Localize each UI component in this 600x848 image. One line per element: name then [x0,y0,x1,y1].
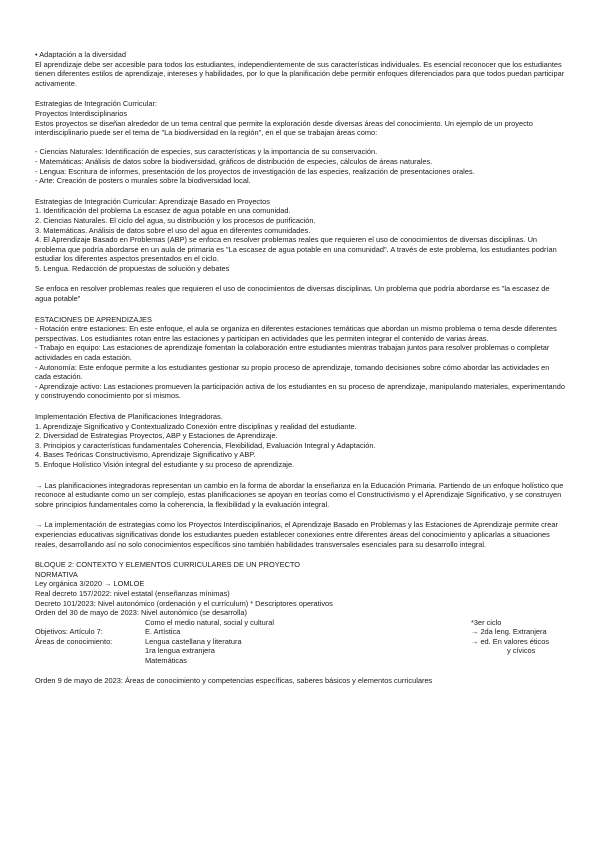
normativa-line: Decreto 101/2023: Nivel autonómico (ordenación y el currículum) * Descriptores operativos [35,598,333,608]
list-item: 3. Principios y características fundamentales Coherencia, Flexibilidad, Evaluación Integral y Adaptación. [35,440,376,450]
stations-heading: ESTACIONES DE APRENDIZAJES [35,314,152,324]
final-line: Orden 9 de mayo de 2023: Áreas de conocimiento y competencias específicas, saberes básicos y elementos curriculares [35,675,433,685]
subject-item: Matemáticas [145,656,187,666]
subject-item: E. Artística [145,627,181,637]
interdisciplinary-heading: Estrategias de Integración Curricular: [35,99,158,109]
abp-section [35,197,565,274]
list-item: - Arte: Creación de posters o murales sobre la biodiversidad local. [35,176,251,186]
list-item: - Trabajo en equipo: Las estaciones de aprendizaje fomentan la colaboración entre estudiantes mientras trabajan juntos para resolver problemas o completar actividades en cada estación. [35,343,550,363]
list-item: 5. Enfoque Holístico Visión integral del estudiante y su proceso de aprendizaje. [35,459,295,469]
list-item: 2. Ciencias Naturales. El ciclo del agua, su distribución y los procesos de purificación. [35,215,316,225]
abp-note-section [35,284,565,303]
list-item: 1. Aprendizaje Significativo y Contextualizado Conexión entre disciplinas y realidad del estudiante. [35,421,357,431]
diversity-text: El aprendizaje debe ser accesible para todos los estudiantes, independientemente de sus características individuales. Es esencial reconocer que los estudiantes tienen diferentes estilos de aprendizaje, intereses y habilidades, por lo que la planificación debe permitir enfoques diferenciados para que todos puedan participar activamente. [35,59,565,88]
diversity-section [35,50,565,88]
abp-heading: Estrategias de Integración Curricular: Aprendizaje Basado en Proyectos [35,196,270,206]
implementation-heading: Implementación Efectiva de Planificaciones Integradoras. [35,412,223,421]
normativa-line: Ley orgánica 3/2020 → LOMLOE [35,579,145,589]
diversity-title: • Adaptación a la diversidad [35,50,126,59]
conclusion-text: → Las planificaciones integradoras representan un cambio en la forma de abordar la enseñanza en la Educación Primaria. Partiendo de un enfoque holístico que reconoce al estudiante como un ser complejo, estas planificaciones se apoyan en teorías como el Constructivismo y el Aprendizaje Significativo, y se construyen sobre principios fundamentales como la coherencia, la flexibilidad y la evaluación integral. [35,480,564,509]
abp-note: Se enfoca en resolver problemas reales que requieren el uso de conocimientos de diversas disciplinas. Un problema que podría abordarse es "la escasez de agua potable" [35,284,550,304]
areas-label: Áreas de conocimiento: [35,636,113,646]
objectives-label: Objetivos: Artículo 7: [35,627,103,637]
stations-section [35,315,565,401]
interdisciplinary-subheading: Proyectos Interdisciplinarios [35,108,128,118]
conclusion-text: → La implementación de estrategias como los Proyectos Interdisciplinarios, el Aprendizaje Basado en Problemas y las Estaciones de Aprendizaje permite crear experiencias educativas significativas donde los estudiantes pueden establecer conexiones entre diferentes áreas del conocimiento y aplicarlas a situaciones reales, desarrollando así no solo conocimientos específicos sino también habilidades transversales esenciales para su desarrollo integral. [35,520,558,549]
normativa-heading: NORMATIVA [35,569,78,579]
list-item: - Autonomía: Este enfoque permite a los estudiantes gestionar su propio proceso de aprendizaje, tomando decisiones sobre cómo abordar las actividades en cada estación. [35,362,550,382]
list-item: - Aprendizaje activo: Las estaciones promueven la participación activa de los estudiantes en su proceso de aprendizaje, manipulando materiales, experimentando y construyendo conocimiento por sí mismos. [35,381,565,401]
bloque2-section [35,560,565,685]
subject-item: Como el medio natural, social y cultural [145,617,274,627]
subject-item: Lengua castellana y literatura [145,636,242,646]
list-item: - Ciencias Naturales: Identificación de especies, sus características y la importancia de su conservación. [35,147,378,157]
list-item: 2. Diversidad de Estrategias Proyectos, ABP y Estaciones de Aprendizaje. [35,431,278,441]
bloque2-heading: BLOQUE 2: CONTEXTO Y ELEMENTOS CURRICULARES DE UN PROYECTO [35,560,301,570]
list-item: - Lengua: Escritura de informes, presentación de los proyectos de investigación de las especies, realización de presentaciones orales. [35,166,475,176]
conclusion-2 [35,520,565,549]
normativa-line: Orden del 30 de mayo de 2023: Nivel autonómico (se desarrolla) [35,608,247,618]
right-note: → ed. En valores éticos [471,636,550,646]
objectives-table [35,618,565,666]
list-item: 4. Bases Teóricas Constructivismo, Aprendizaje Significativo y ABP. [35,450,256,460]
list-item: 1. Identificación del problema La escasez de agua potable en una comunidad. [35,206,291,216]
list-item: - Rotación entre estaciones: En este enfoque, el aula se organiza en diferentes estaciones temáticas que abordan un mismo problema o tema desde diferentes perspectivas. Los estudiantes rotan entre las estaciones y participan en actividades que les permiten integrar el contenido de varias áreas. [35,324,557,343]
right-note: y cívicos [507,646,536,656]
conclusion-1 [35,481,565,510]
right-note: *3er ciclo [471,617,502,627]
list-item: 3. Matemáticas. Análisis de datos sobre el uso del agua en diferentes comunidades. [35,225,311,235]
subject-item: 1ra lengua extranjera [145,646,215,656]
normativa-line: Real decreto 157/2022: nivel estatal (enseñanzas mínimas) [35,588,230,598]
interdisciplinary-text: Estos proyectos se diseñan alrededor de un tema central que permite la exploración desde diversas áreas del conocimiento. Un ejemplo de un proyecto interdisciplinario puede ser el tema de "La biodiversidad en la región", en el que se trabajan áreas como: [35,118,533,138]
implementation-section [35,412,565,470]
interdisciplinary-section [35,99,565,185]
right-note: → 2da leng. Extranjera [471,627,547,637]
document-page [35,50,565,685]
list-item: 5. Lengua. Redacción de propuestas de solución y debates [35,263,230,273]
list-item: 4. El Aprendizaje Basado en Problemas (ABP) se enfoca en resolver problemas reales que requieren el uso de conocimientos de diversas disciplinas. Un problema que podría abordarse en un aula de primaria es "La escasez de agua potable en una comunidad". A través de este problema, los estudiantes podrían estudiar los diferentes aspectos presentados en el ciclo. [35,235,557,264]
list-item: - Matemáticas: Análisis de datos sobre la biodiversidad, gráficos de distribución de especies, cálculos de áreas naturales. [35,156,433,166]
